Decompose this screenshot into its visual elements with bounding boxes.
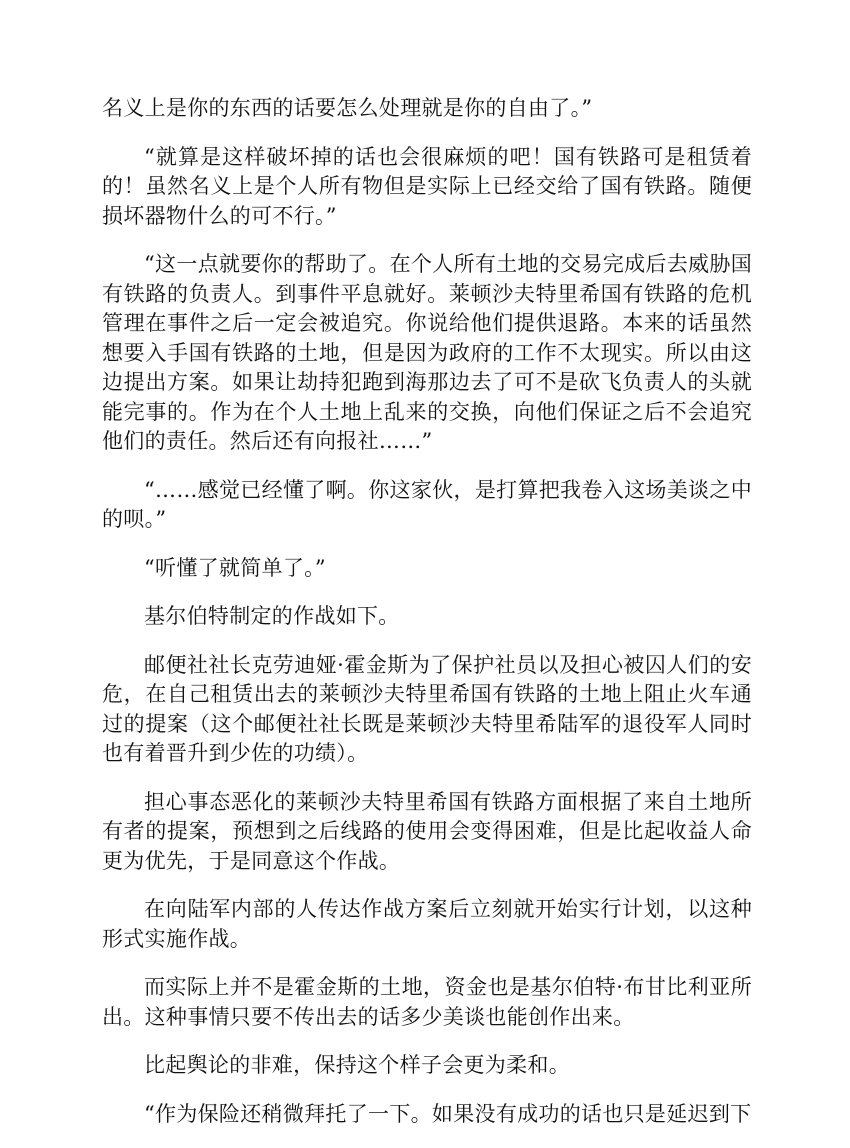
paragraph-7: 邮便社社长克劳迪娅·霍金斯为了保护社员以及担心被囚人们的安危，在自己租赁出去的莱顿沙夫特里希国有铁路的土地上阻止火车通过的提案（这个邮便社社长既是莱顿沙夫特里希陆军的退役军人同时也有着晋升到少佐的功绩）。 [102,652,752,765]
paragraph-12: “作为保险还稍微拜托了一下。如果没有成功的话也只是延迟到下 [144,1101,752,1126]
paragraph-3: “这一点就要你的帮助了。在个人所有土地的交易完成后去威胁国有铁路的负责人。到事件平息就好。莱顿沙夫特里希国有铁路的危机管理在事件之后一定会被追究。你说给他们提供退路。本来的话虽然想要入手国有铁路的土地，但是因为政府的工作不太现实。所以由这边提出方案。如果让劫持犯跑到海那边去了可不是砍飞负责人的头就能完事的。作为在个人土地上乱来的交换，向他们保证之后不会追究他们的责任。然后还有向报社……” [102,252,752,453]
paragraph-5: “听懂了就简单了。” [144,555,326,580]
paragraph-2: “就算是这样破坏掉的话也会很麻烦的吧！国有铁路可是租赁着的！虽然名义上是个人所有物但是实际上已经交给了国有铁路。随便损坏器物什么的可不行。” [102,144,752,228]
paragraph-1: 名义上是你的东西的话要怎么处理就是你的自由了。” [102,96,593,120]
paragraph-4: “……感觉已经懂了啊。你这家伙，是打算把我卷入这场美谈之中的呗。” [102,477,752,531]
paragraph-8: 担心事态恶化的莱顿沙夫特里希国有铁路方面根据了来自土地所有者的提案，预想到之后线路的使用会变得困难，但是比起收益人命更为优先，于是同意这个作战。 [102,789,752,873]
paragraph-9: 在向陆军内部的人传达作战方案后立刻就开始实行计划，以这种形式实施作战。 [102,897,752,951]
paragraph-10: 而实际上并不是霍金斯的土地，资金也是基尔伯特·布甘比利亚所出。这种事情只要不传出去的话多少美谈也能创作出来。 [102,975,752,1029]
paragraph-11: 比起舆论的非难，保持这个样子会更为柔和。 [144,1053,570,1077]
document-page [102,94,752,1148]
paragraph-6: 基尔伯特制定的作战如下。 [144,604,400,628]
